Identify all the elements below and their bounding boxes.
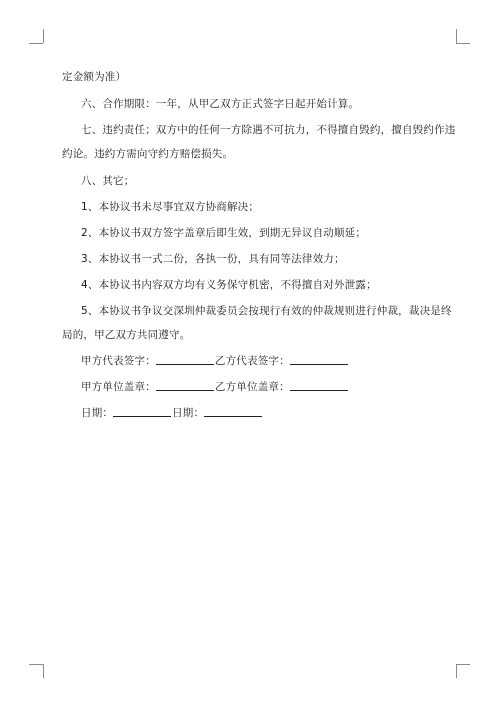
party-a-rep-label: 甲方代表签字：: [81, 355, 156, 367]
article-7-liability-line1: 七、违约责任；双方中的任何一方除遇不可抗力，不得擅自毁约，擅自毁约作违: [81, 124, 456, 136]
party-b-seal-label: 乙方单位盖章：: [214, 381, 290, 393]
party-a-seal-blank[interactable]: [156, 380, 214, 391]
clause-item-3: 3、本协议书一式二份，各执一份，具有同等法律效力；: [81, 253, 345, 265]
party-a-seal-label: 甲方单位盖章：: [81, 381, 156, 393]
clause-item-1: 1、本协议书未尽事宜双方协商解决；: [81, 201, 260, 213]
article-7-liability-line2: 约论。违约方需向守约方赔偿损失。: [62, 148, 234, 160]
continuation-line: 定金额为准）: [62, 71, 127, 83]
date-a-blank[interactable]: [113, 406, 171, 417]
party-b-rep-blank[interactable]: [290, 354, 348, 365]
party-b-seal-blank[interactable]: [290, 380, 348, 391]
date-b-blank[interactable]: [204, 406, 262, 417]
crop-mark-top-left: [29, 29, 44, 44]
article-8-heading: 八、其它；: [81, 175, 135, 187]
clause-item-2: 2、本协议书双方签字盖章后即生效，到期无异议自动顺延；: [81, 227, 367, 239]
party-a-rep-blank[interactable]: [156, 354, 214, 365]
article-6-term: 六、合作期限：一年，从甲乙双方正式签字日起开始计算。: [81, 98, 360, 110]
crop-mark-top-right: [456, 29, 471, 44]
party-b-rep-label: 乙方代表签字：: [214, 355, 290, 367]
crop-mark-bottom-right: [456, 664, 471, 679]
date-a-label: 日期：: [81, 407, 114, 419]
signature-row-dates: [81, 402, 263, 424]
date-b-label: 日期：: [172, 407, 205, 419]
clause-item-5-line1: 5、本协议书争议交深圳仲裁委员会按现行有效的仲裁规则进行仲裁，裁决是终: [81, 305, 452, 317]
clause-item-4: 4、本协议书内容双方均有义务保守机密，不得擅自对外泄露；: [81, 279, 377, 291]
signature-row-seals: [81, 376, 349, 398]
signature-row-representatives: [81, 350, 349, 372]
clause-item-5-line2: 局的，甲乙双方共同遵守。: [62, 329, 191, 341]
crop-mark-bottom-left: [29, 664, 44, 679]
